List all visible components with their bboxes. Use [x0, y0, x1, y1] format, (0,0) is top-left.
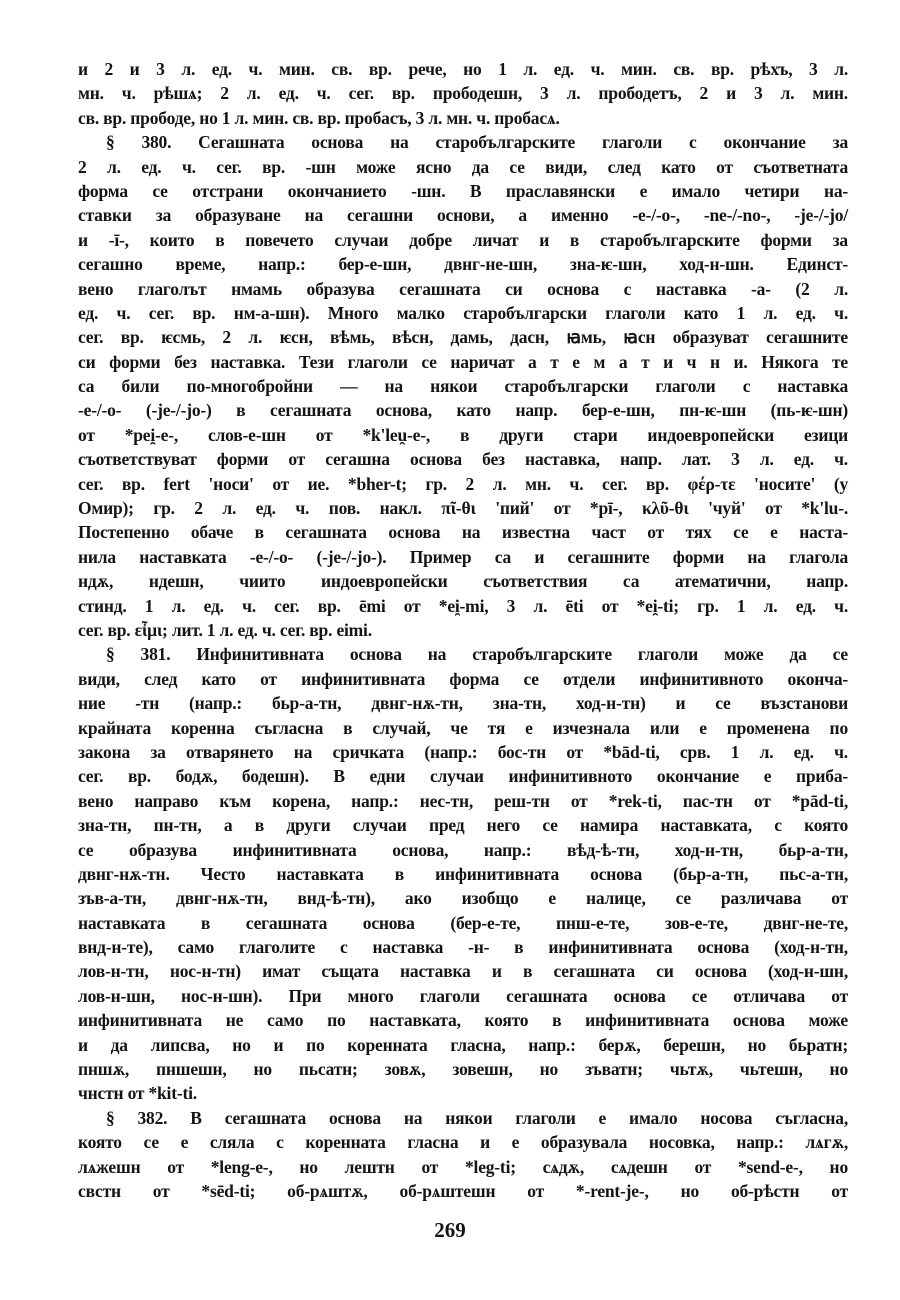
text-line: Постепенно обаче в сегашната основа на известна част от тях се е наста- — [78, 522, 848, 543]
text-line: и -ī-, които в повечето случаи добре личат и в старобългарските форми за — [78, 229, 848, 250]
text-line: пншѫ, пншешн, но пьсатн; зовѫ, зовешн, но зъватн; чьтѫ, чьтешн, но — [78, 1059, 848, 1080]
text-line: която се е сляла с коренната гласна и е образувала носовка, напр.: лѧгѫ, — [78, 1132, 848, 1153]
text-line: наставката в сегашната основа (бер-е-те, пнш-е-те, зов-е-те, двнг-не-те, — [78, 912, 848, 933]
text-line: се образува инфинитивната основа, напр.: вѣд-ѣ-тн, ход-н-тн, бьр-а-тн, — [78, 839, 848, 860]
text-line: § 380. Сегашната основа на старобългарските глаголи с окончание за — [106, 132, 848, 153]
text-line: зна-тн, пн-тн, а в други случаи пред него се намира наставката, с която — [78, 815, 848, 836]
text-line: двнг-нѫ-тн. Често наставката в инфинитивната основа (бьр-а-тн, пьс-а-тн, — [78, 863, 848, 884]
text-line: Омир); гр. 2 л. ед. ч. пов. накл. πῖ-θι 'пий' от *pī-, κλῦ-θι 'чуй' от *k'lu-. — [78, 498, 848, 519]
text-line: си форми без наставка. Тези глаголи се наричат а т е м а т и ч н и. Някога те — [78, 351, 848, 372]
text-line: мн. ч. рѣшѧ; 2 л. ед. ч. сег. вр. прободешн, 3 л. прободетъ, 2 и 3 л. мин. — [78, 83, 848, 104]
text-line: § 382. В сегашната основа на някои глаголи е имало носова съгласна, — [106, 1107, 848, 1128]
text-line: стинд. 1 л. ед. ч. сег. вр. ēmi от *ei̯-mi, 3 л. ēti от *ei̯-ti; гр. 1 л. ед. ч. — [78, 595, 848, 616]
paragraph — [78, 57, 848, 130]
text-line: и 2 и 3 л. ед. ч. мин. св. вр. рече, но 1 л. ед. ч. мин. св. вр. рѣхъ, 3 л. — [78, 59, 848, 79]
text-line: и да липсва, но и по коренната гласна, напр.: берѫ, берешн, но бьратн; — [78, 1034, 848, 1055]
text-line: сег. вр. fert 'носи' от ие. *bher-t; гр. 2 л. мн. ч. сег. вр. φέρ-τε 'носите' (у — [78, 473, 848, 494]
text-line: ед. ч. сег. вр. нм-а-шн). Много малко старобългарски глаголи като 1 л. ед. ч. — [78, 302, 848, 323]
text-line: лов-н-шн, нос-н-шн). При много глаголи сегашната основа се отличава от — [78, 985, 848, 1006]
paragraph — [78, 130, 848, 642]
page-body-text — [78, 57, 848, 1203]
text-line: сегашно време, напр.: бер-е-шн, двнг-не-шн, зна-ѥ-шн, ход-н-шн. Единст- — [78, 254, 848, 275]
paragraph — [78, 1106, 848, 1204]
text-line: лѧжешн от *leng-e-, но лештн от *leg-ti; сѧдѫ, сѧдешн от *send-e-, но — [78, 1156, 848, 1177]
text-line: чнстн от *kit-ti. — [78, 1083, 197, 1104]
text-line: вено глаголът нмамь образува сегашната си основа с наставка -а- (2 л. — [78, 278, 848, 299]
text-line: § 381. Инфинитивната основа на старобългарските глаголи може да се — [106, 644, 848, 665]
text-line: вено направо към корена, напр.: нес-тн, реш-тн от *rek-ti, пас-тн от *pād-ti, — [78, 790, 848, 811]
paragraph — [78, 642, 848, 1105]
text-line: сег. вр. ѥсмь, 2 л. ѥсн, вѣмь, вѣсн, дамь, дасн, ꙗмь, ꙗсн образуват сегашните — [78, 327, 848, 348]
text-line: крайната коренна съгласна в случай, че тя е изчезнала или е променена по — [78, 717, 848, 738]
text-line: лов-н-тн, нос-н-тн) имат същата наставка и в сегашната си основа (ход-н-шн, — [78, 961, 848, 982]
text-line: внд-н-те), само глаголите с наставка -н- в инфинитивната основа (ход-н-тн, — [78, 937, 848, 958]
text-line: ндѫ, ндешн, чиито индоевропейски съответствия са атематични, напр. — [78, 571, 848, 592]
text-line: съответствуват форми от сегашна основа без наставка, напр. лат. 3 л. ед. ч. — [78, 449, 848, 470]
page-number: 269 — [434, 1218, 466, 1242]
text-line: ставки за образуване на сегашни основи, а именно -e-/-o-, -ne-/-no-, -je-/-jo/ — [78, 205, 848, 226]
text-line: от *pei̯-e-, слов-е-шн от *k'leu̯-e-, в други стари индоевропейски езици — [78, 424, 848, 445]
text-line: ние -тн (напр.: бьр-а-тн, двнг-нѫ-тн, зна-тн, ход-н-тн) и се възстанови — [78, 693, 848, 714]
text-line: форма се отстрани окончанието -шн. В праславянски е имало четири на- — [78, 180, 848, 201]
text-line: сег. вр. εἶμι; лит. 1 л. ед. ч. сег. вр. eimi. — [78, 619, 372, 640]
text-line: са били по-многобройни — на някои старобългарски глаголи с наставка — [78, 376, 848, 397]
text-line: свстн от *sēd-ti; об-рѧштѫ, об-рѧштешн от *-rent-je-, но об-рѣстн от — [78, 1180, 848, 1201]
text-line: 2 л. ед. ч. сег. вр. -шн може ясно да се види, след като от съответната — [78, 156, 848, 177]
text-line: види, след като от инфинитивната форма се отдели инфинитивното оконча- — [78, 668, 848, 689]
text-line: св. вр. прободе, но 1 л. мин. св. вр. пробасъ, 3 л. мн. ч. пробасѧ. — [78, 107, 560, 128]
text-line: нила наставката -e-/-o- (-je-/-jo-). Пример са и сегашните форми на глагола — [78, 546, 848, 567]
text-line: сег. вр. бодѫ, бодешн). В едни случаи инфинитивното окончание е приба- — [78, 766, 848, 787]
text-line: инфинитивната не само по наставката, която в инфинитивната основа може — [78, 1010, 848, 1031]
text-line: зъв-а-тн, двнг-нѫ-тн, внд-ѣ-тн), ако изобщо е налице, се различава от — [78, 888, 848, 909]
text-line: -e-/-o- (-je-/-jo-) в сегашната основа, като напр. бер-е-шн, пн-ѥ-шн (пь-ѥ-шн) — [78, 400, 848, 421]
text-line: закона за отварянето на сричката (напр.: бос-тн от *bād-ti, срв. 1 л. ед. ч. — [78, 741, 848, 762]
